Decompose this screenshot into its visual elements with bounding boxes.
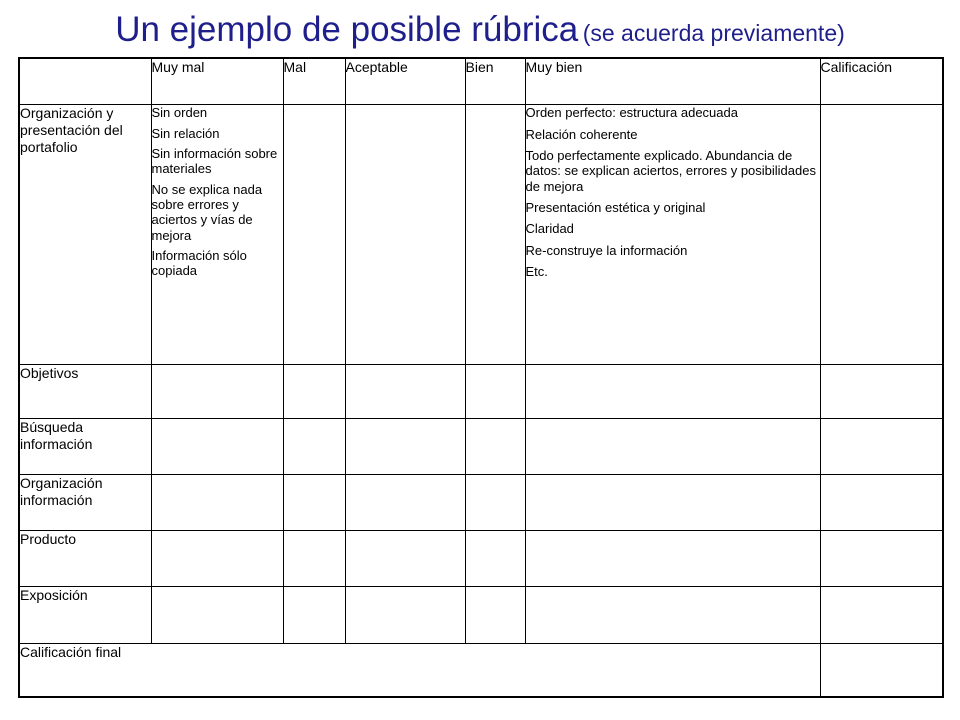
cell-calificacion [820, 105, 943, 364]
cell-bien [465, 530, 525, 586]
rubric-table [18, 57, 944, 698]
header-muy-bien: Muy bien [525, 58, 820, 105]
cell-aceptable [345, 474, 465, 530]
cell-bien [465, 105, 525, 364]
table-row [19, 418, 943, 474]
title-subtitle: (se acuerda previamente) [582, 20, 845, 46]
descriptor-item: Orden perfecto: estructura adecuada [525, 105, 738, 121]
cell-calificacion [820, 530, 943, 586]
final-row [19, 643, 943, 697]
cell-bien [465, 418, 525, 474]
cell-calificacion [820, 418, 943, 474]
header-mal: Mal [283, 58, 345, 105]
table-row [19, 586, 943, 643]
criterion-organizacion-informacion: Organización información [19, 474, 151, 530]
criterion-objetivos: Objetivos [19, 364, 151, 418]
descriptor-item: Relación coherente [525, 126, 638, 142]
cell-mal [283, 530, 345, 586]
cell-calificacion [820, 474, 943, 530]
cell-muy-mal [151, 474, 283, 530]
cell-mal [283, 586, 345, 643]
descriptor-item: Presentación estética y original [525, 199, 706, 215]
table-row [19, 530, 943, 586]
descriptor-item: Sin relación [151, 125, 220, 141]
cell-bien [465, 474, 525, 530]
descriptor-item: Todo perfectamente explicado. Abundancia de datos: se explican aciertos, errores y posibilidades de mejora [525, 147, 816, 194]
descriptor-item: Información sólo copiada [151, 247, 247, 279]
cell-muy-bien [525, 530, 820, 586]
header-muy-mal: Muy mal [151, 58, 283, 105]
header-bien: Bien [465, 58, 525, 105]
criterion-producto: Producto [19, 530, 151, 586]
descriptor-item: Re-construye la información [525, 242, 688, 258]
cell-muy-bien [525, 364, 820, 418]
criterion-organizacion-presentacion: Organización y presentación del portafolio [19, 105, 151, 364]
header-aceptable: Aceptable [345, 58, 465, 105]
header-row [19, 58, 943, 105]
header-cell-empty [19, 58, 151, 105]
cell-muy-bien [525, 474, 820, 530]
table-row [19, 474, 943, 530]
cell-muy-bien [525, 586, 820, 643]
final-grade-cell [820, 643, 943, 697]
cell-mal [283, 418, 345, 474]
cell-muy-mal [151, 530, 283, 586]
cell-aceptable [345, 418, 465, 474]
cell-aceptable [345, 586, 465, 643]
cell-mal [283, 105, 345, 364]
cell-calificacion [820, 364, 943, 418]
descriptor-item: Sin orden [151, 105, 208, 121]
cell-muy-bien [525, 105, 820, 364]
criterion-busqueda-informacion: Búsqueda información [19, 418, 151, 474]
table-row [19, 364, 943, 418]
header-calificacion: Calificación [820, 58, 943, 105]
descriptor-item: Sin información sobre materiales [151, 145, 278, 177]
cell-muy-mal [151, 418, 283, 474]
cell-mal [283, 364, 345, 418]
cell-muy-mal [151, 105, 283, 364]
cell-muy-mal [151, 364, 283, 418]
page-title [0, 10, 960, 50]
cell-muy-bien [525, 418, 820, 474]
criterion-exposicion: Exposición [19, 586, 151, 643]
cell-muy-mal [151, 586, 283, 643]
cell-aceptable [345, 364, 465, 418]
descriptor-item: No se explica nada sobre errores y aciertos y vías de mejora [151, 181, 263, 243]
cell-bien [465, 586, 525, 643]
title-main: Un ejemplo de posible rúbrica [115, 10, 579, 49]
cell-aceptable [345, 105, 465, 364]
descriptor-item: Claridad [525, 221, 574, 237]
descriptor-item: Etc. [525, 263, 548, 279]
cell-calificacion [820, 586, 943, 643]
cell-aceptable [345, 530, 465, 586]
table-row [19, 105, 943, 364]
final-grade-label: Calificación final [19, 643, 820, 697]
cell-bien [465, 364, 525, 418]
cell-mal [283, 474, 345, 530]
